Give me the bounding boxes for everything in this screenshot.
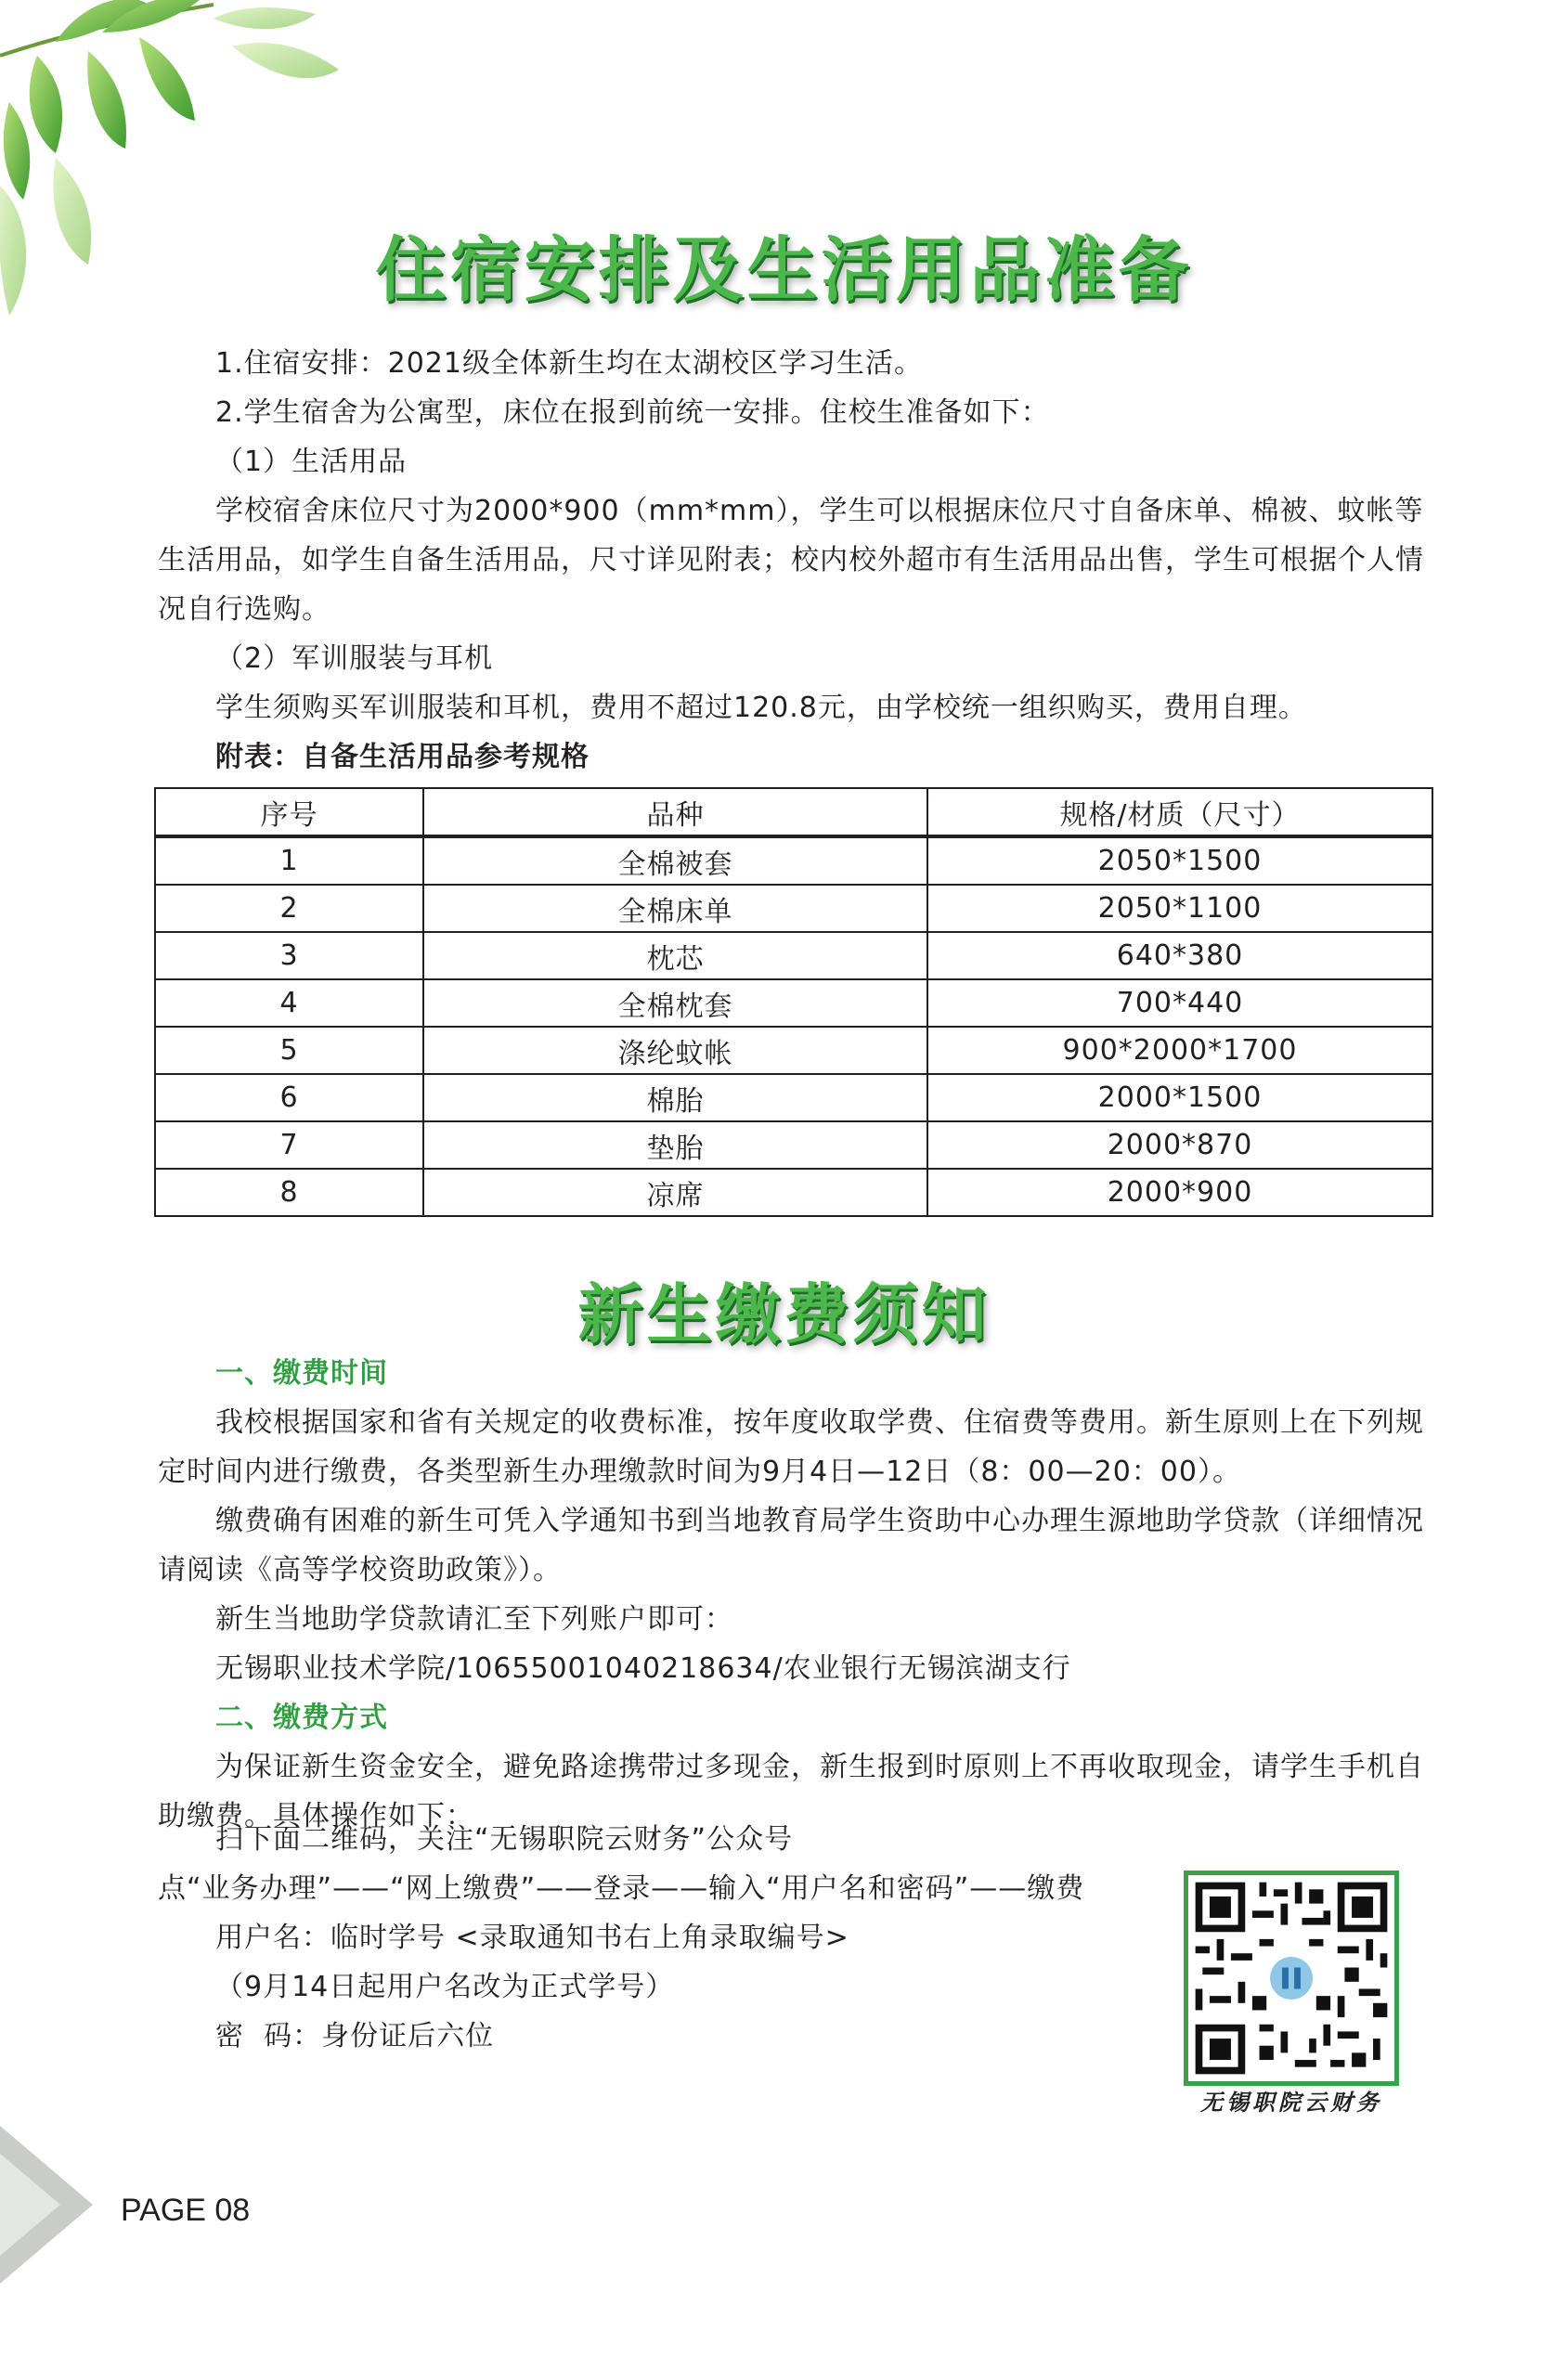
header-cell: 规格/材质（尺寸）	[927, 788, 1432, 836]
page-number: PAGE 08	[121, 2193, 251, 2228]
paragraph: 学校宿舍床位尺寸为2000*900（mm*mm），学生可以根据床位尺寸自备床单、棉被、蚊帐等生活用品，如学生自备生活用品，尺寸详见附表；校内校外超市有生活用品出售，学生可根据个人情况自行选购。	[158, 495, 1424, 626]
table-row	[155, 1074, 1432, 1121]
corner-triangle-decoration	[0, 2126, 111, 2284]
paragraph: 1.住宿安排：2021级全体新生均在太湖校区学习生活。	[215, 347, 923, 380]
cell: 2000*870	[927, 1121, 1432, 1169]
cell: 枕芯	[423, 932, 927, 979]
cell: 900*2000*1700	[927, 1027, 1432, 1074]
cell: 1	[155, 836, 423, 885]
paragraph: 缴费确有困难的新生可凭入学通知书到当地教育局学生资助中心办理生源地助学贷款（详细情况请阅读《高等学校资助政策》）。	[158, 1505, 1424, 1586]
table-header-row	[155, 788, 1432, 836]
payment-steps	[158, 1815, 1133, 2061]
paragraph: 用户名：临时学号 <录取通知书右上角录取编号>	[215, 1922, 849, 1954]
bank-account: 无锡职业技术学院/10655001040218634/农业银行无锡滨湖支行	[215, 1652, 1071, 1685]
subheading-payment-time: 一、缴费时间	[215, 1357, 388, 1390]
table-row	[155, 1121, 1432, 1169]
cell: 5	[155, 1027, 423, 1074]
cell: 7	[155, 1121, 423, 1169]
cell: 700*440	[927, 979, 1432, 1027]
table-row	[155, 1169, 1432, 1216]
cell: 全棉枕套	[423, 979, 927, 1027]
cell: 4	[155, 979, 423, 1027]
accommodation-text	[158, 339, 1430, 782]
cell: 640*380	[927, 932, 1432, 979]
subheading-payment-method: 二、缴费方式	[215, 1702, 388, 1734]
table-row	[155, 979, 1432, 1027]
table-row	[155, 1027, 1432, 1074]
cell: 涤纶蚊帐	[423, 1027, 927, 1074]
qr-caption: 无锡职院云财务	[1200, 2089, 1382, 2116]
payment-text	[158, 1349, 1430, 1841]
cell: 凉席	[423, 1169, 927, 1216]
cell: 2050*1100	[927, 885, 1432, 932]
table-caption: 附表：自备生活用品参考规格	[215, 741, 590, 773]
paragraph: （2）军训服装与耳机	[215, 642, 494, 675]
section-title-payment: 新生缴费须知	[577, 1276, 991, 1353]
qr-code-icon	[1188, 1875, 1394, 2081]
paragraph: 点“业务办理”——“网上缴费”——登录——输入“用户名和密码”——缴费	[158, 1872, 1085, 1905]
cell: 全棉被套	[423, 836, 927, 885]
cell: 3	[155, 932, 423, 979]
cell: 棉胎	[423, 1074, 927, 1121]
supplies-spec-table	[154, 787, 1433, 1217]
header-cell: 品种	[423, 788, 927, 836]
paragraph: 2.学生宿舍为公寓型，床位在报到前统一安排。住校生准备如下：	[215, 396, 1050, 429]
table-row	[155, 885, 1432, 932]
cell: 8	[155, 1169, 423, 1216]
paragraph: 密 码：身份证后六位	[215, 2020, 495, 2052]
paragraph: （9月14日起用户名改为正式学号）	[215, 1971, 675, 2003]
paragraph: 学生须购买军训服装和耳机，费用不超过120.8元，由学校统一组织购买，费用自理。	[215, 692, 1307, 724]
qr-code	[1184, 1871, 1399, 2086]
paragraph: 新生当地助学贷款请汇至下列账户即可：	[215, 1603, 733, 1636]
cell: 6	[155, 1074, 423, 1121]
cell: 2	[155, 885, 423, 932]
cell: 2050*1500	[927, 836, 1432, 885]
cell: 2000*1500	[927, 1074, 1432, 1121]
paragraph: 为保证新生资金安全，避免路途携带过多现金，新生报到时原则上不再收取现金，请学生手机自助缴费。具体操作如下：	[158, 1751, 1424, 1832]
paragraph: 我校根据国家和省有关规定的收费标准，按年度收取学费、住宿费等费用。新生原则上在下列规定时间内进行缴费，各类型新生办理缴款时间为9月4日—12日（8：00—20：00）。	[158, 1406, 1424, 1488]
header-cell: 序号	[155, 788, 423, 836]
cell: 2000*900	[927, 1169, 1432, 1216]
table-row	[155, 836, 1432, 885]
paragraph: （1）生活用品	[215, 446, 408, 478]
cell: 垫胎	[423, 1121, 927, 1169]
table-row	[155, 932, 1432, 979]
cell: 全棉床单	[423, 885, 927, 932]
paragraph: 扫下面二维码，关注“无锡职院云财务”公众号	[215, 1823, 794, 1856]
section-title-accommodation: 住宿安排及生活用品准备	[375, 228, 1193, 311]
